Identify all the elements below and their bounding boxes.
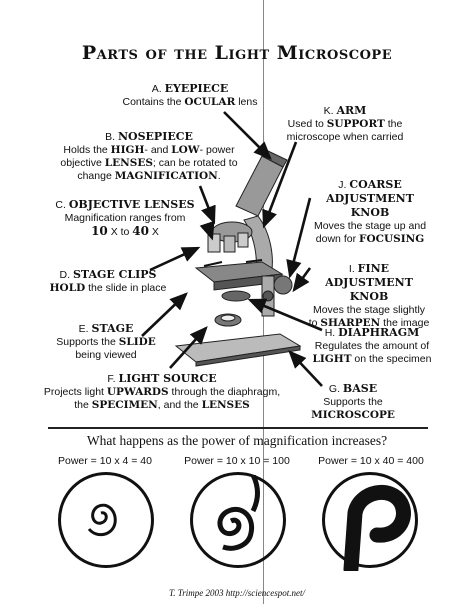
label-bold: MAGNIFICATION: [114, 170, 218, 182]
label-text: X: [149, 226, 159, 238]
label-letter: H.: [324, 327, 336, 339]
label-text: the: [74, 399, 92, 411]
label-letter: G.: [328, 383, 340, 395]
label-eyepiece: [100, 82, 280, 109]
label-letter: A.: [151, 83, 162, 95]
label-text: change: [77, 170, 115, 182]
label-text: being viewed: [75, 349, 137, 361]
label-bold: SPECIMEN: [91, 399, 158, 411]
label-arm: [270, 104, 420, 144]
label-name: EYEPIECE: [164, 82, 229, 95]
label-bold: SLIDE: [118, 336, 156, 348]
label-letter: E.: [78, 323, 89, 335]
label-bold: OCULAR: [184, 96, 236, 108]
label-text: Contains the: [122, 96, 185, 108]
label-text: Holds the: [63, 144, 111, 156]
view-circle-400: [322, 472, 418, 568]
label-coarse-adjustment-knob: [300, 178, 440, 246]
label-text: - and: [144, 144, 172, 156]
label-text: on the specimen: [351, 353, 432, 365]
magnification-question: What happens as the power of magnification increases?: [86, 433, 388, 448]
label-text: ; can be rotated to: [152, 157, 238, 169]
label-nosepiece: [44, 130, 254, 183]
label-name: ARM: [336, 104, 367, 117]
label-text: through the diaphragm,: [168, 386, 281, 398]
label-bold: LENSES: [201, 399, 250, 411]
label-name: NOSEPIECE: [117, 130, 193, 143]
label-text: microscope when carried: [286, 131, 404, 143]
label-bold: LOW: [171, 144, 200, 156]
specimen-spiral-medium: [193, 475, 289, 571]
label-bold: HOLD: [49, 282, 86, 294]
label-name: DIAPHRAGM: [338, 326, 420, 339]
label-name: BASE: [342, 382, 378, 395]
label-text: down for: [315, 233, 359, 245]
label-text: , and the: [157, 399, 202, 411]
label-name: KNOB: [349, 290, 389, 303]
label-name: KNOB: [350, 206, 390, 219]
label-name: STAGE CLIPS: [72, 268, 157, 281]
label-objective-lenses: [40, 198, 210, 239]
label-name: COARSE ADJUSTMENT: [326, 178, 414, 205]
section-divider: [48, 427, 428, 429]
label-text: Projects light: [43, 386, 107, 398]
label-bold: SUPPORT: [326, 118, 385, 130]
label-text: Magnification ranges from: [64, 212, 186, 224]
label-text: X to: [107, 226, 133, 238]
label-text: Used to: [287, 118, 327, 130]
label-letter: D.: [59, 269, 71, 281]
view-circle-100: [190, 472, 286, 568]
label-text: Supports the: [323, 396, 383, 408]
power-label-40: Power = 10 x 4 = 40: [58, 455, 152, 467]
power-label-400: Power = 10 x 40 = 400: [318, 455, 424, 467]
view-circle-40: [58, 472, 154, 568]
label-letter: F.: [107, 373, 116, 385]
label-fine-adjustment-knob: [304, 262, 434, 330]
label-stage-clips: [48, 268, 168, 295]
label-bold: 10: [91, 224, 108, 238]
label-text: the slide in place: [85, 282, 167, 294]
label-letter: K.: [323, 105, 334, 117]
specimen-spiral-small: [61, 475, 157, 571]
label-name: STAGE: [91, 322, 134, 335]
specimen-spiral-large: [325, 475, 421, 571]
label-letter: C.: [55, 199, 66, 211]
label-light-source: [42, 372, 282, 412]
label-bold: LENSES: [104, 157, 153, 169]
label-diaphragm: [310, 326, 434, 366]
label-letter: B.: [105, 131, 116, 143]
label-bold: FOCUSING: [359, 233, 425, 245]
page-title: Parts of the Light Microscope: [81, 42, 393, 64]
label-bold: SHARPEN: [320, 317, 381, 329]
label-bold: 40: [132, 224, 149, 238]
label-name: FINE ADJUSTMENT: [325, 262, 413, 289]
label-text: Regulates the amount of: [314, 340, 430, 352]
label-text: Moves the stage slightly: [312, 304, 426, 316]
label-name: LIGHT SOURCE: [118, 372, 217, 385]
label-text: - power: [199, 144, 235, 156]
label-bold: UPWARDS: [106, 386, 169, 398]
label-bold: MICROSCOPE: [311, 409, 395, 421]
label-text: Moves the stage up and: [313, 220, 427, 232]
label-text: the image: [380, 317, 430, 329]
label-text: lens: [235, 96, 258, 108]
label-bold: HIGH: [110, 144, 145, 156]
label-stage: [56, 322, 156, 362]
power-label-100: Power = 10 x 10 = 100: [184, 455, 290, 467]
label-text: Supports the: [56, 336, 119, 348]
label-letter: J.: [338, 179, 347, 191]
label-base: [282, 382, 424, 422]
label-name: OBJECTIVE LENSES: [68, 198, 195, 211]
label-text: to: [308, 317, 321, 329]
label-bold: LIGHT: [312, 353, 352, 365]
label-text: .: [217, 170, 221, 182]
label-letter: I.: [348, 263, 355, 275]
label-text: objective: [60, 157, 105, 169]
credit-line: T. Trimpe 2003 http://sciencespot.net/: [168, 588, 306, 598]
label-text: the: [384, 118, 403, 130]
